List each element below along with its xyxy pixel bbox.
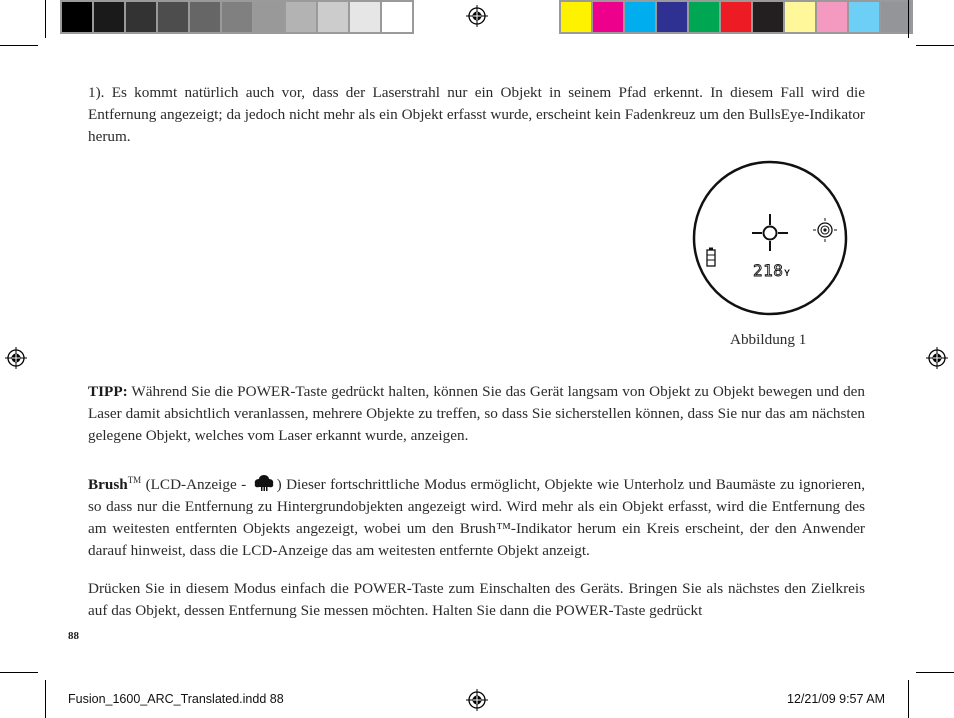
color-swatch [559,0,593,34]
distance-readout: 218 [753,261,784,280]
crop-mark [908,0,909,38]
grayscale-calibration-bar [60,0,414,34]
gray-swatch [220,0,254,34]
crop-mark [916,672,954,673]
slug-filename: Fusion_1600_ARC_Translated.indd 88 [68,692,284,706]
unit-indicator: Y [784,268,791,278]
tip-text: Während Sie die POWER-Taste gedrückt halten, können Sie das Gerät langsam von Objekt zu Objekt bewegen und den Laser damit absichtlich veranlassen, mehrere Objekte zu treffen, so dass Sie sicherstellen können, dass Sie nur das am nächsten gelegene Objekt, welches vom Laser erkannt wurde, anzeigen. [88,383,865,444]
registration-mark-icon [926,347,948,369]
color-swatch [751,0,785,34]
registration-mark-icon [466,5,488,27]
color-swatch [783,0,817,34]
gray-swatch [316,0,350,34]
color-swatch [847,0,881,34]
gray-swatch [124,0,158,34]
color-swatch [719,0,753,34]
color-swatch [623,0,657,34]
tip-paragraph [88,381,865,447]
gray-swatch [348,0,382,34]
crop-mark [45,680,46,718]
gray-swatch [156,0,190,34]
gray-swatch [60,0,94,34]
slug-timestamp: 12/21/09 9:57 AM [787,692,885,706]
body-paragraph-bullseye: 1). Es kommt natürlich auch vor, dass der Laserstrahl nur ein Objekt in seinem Pfad erkennt. In diesem Fall wird die Entfernung angezeigt; da jedoch nicht mehr als ein Objekt erfasst wurde, erscheint kein Fadenkreuz um den BullsEye-Indikator herum. [88,84,865,145]
body-paragraph-instructions: Drücken Sie in diesem Modus einfach die POWER-Taste zum Einschalten des Geräts. Bringen Sie als nächstes den Zielkreis auf das Objekt, dessen Entfernung Sie messen möchten. Halten Sie dann die POWER-Taste gedrückt [88,580,865,619]
tree-icon [253,474,275,492]
registration-mark-icon [5,347,27,369]
page-number: 88 [68,630,79,642]
color-calibration-bar [559,0,913,34]
brush-text: ) Dieser fortschrittliche Modus ermöglicht, Objekte wie Unterholz und Baumäste zu ignorieren, so dass nur die Entfernung zu Hintergrundobjekten angezeigt wird. Wird mehr als ein Objekt erfasst, wird die Entfernung des am weitesten entfernten Objekts angezeigt, wobei um den Brush™-Indikator herum ein Kreis erscheint, der den Anwender darauf hinweist, dass die LCD-Anzeige das am weitesten entfernte Objekt anzeigt. [88,476,865,560]
color-swatch [655,0,689,34]
gray-swatch [252,0,286,34]
crop-mark [45,0,46,38]
tip-label: TIPP: [88,383,128,400]
color-swatch [591,0,625,34]
figure-caption: Abbildung 1 [730,331,807,348]
gray-swatch [284,0,318,34]
crop-mark [0,672,38,673]
lcd-display-figure [691,160,849,316]
color-swatch [687,0,721,34]
viewfinder-circle [694,162,846,314]
crop-mark [908,680,909,718]
gray-swatch [92,0,126,34]
color-swatch [815,0,849,34]
trademark-mark: TM [127,475,142,485]
crop-mark [916,45,954,46]
gray-swatch [380,0,414,34]
brush-paragraph [88,469,865,562]
registration-mark-icon [466,689,488,711]
brush-label: Brush [88,476,128,494]
brush-pre: (LCD-Anzeige - [141,476,251,494]
gray-swatch [188,0,222,34]
crop-mark [0,45,38,46]
